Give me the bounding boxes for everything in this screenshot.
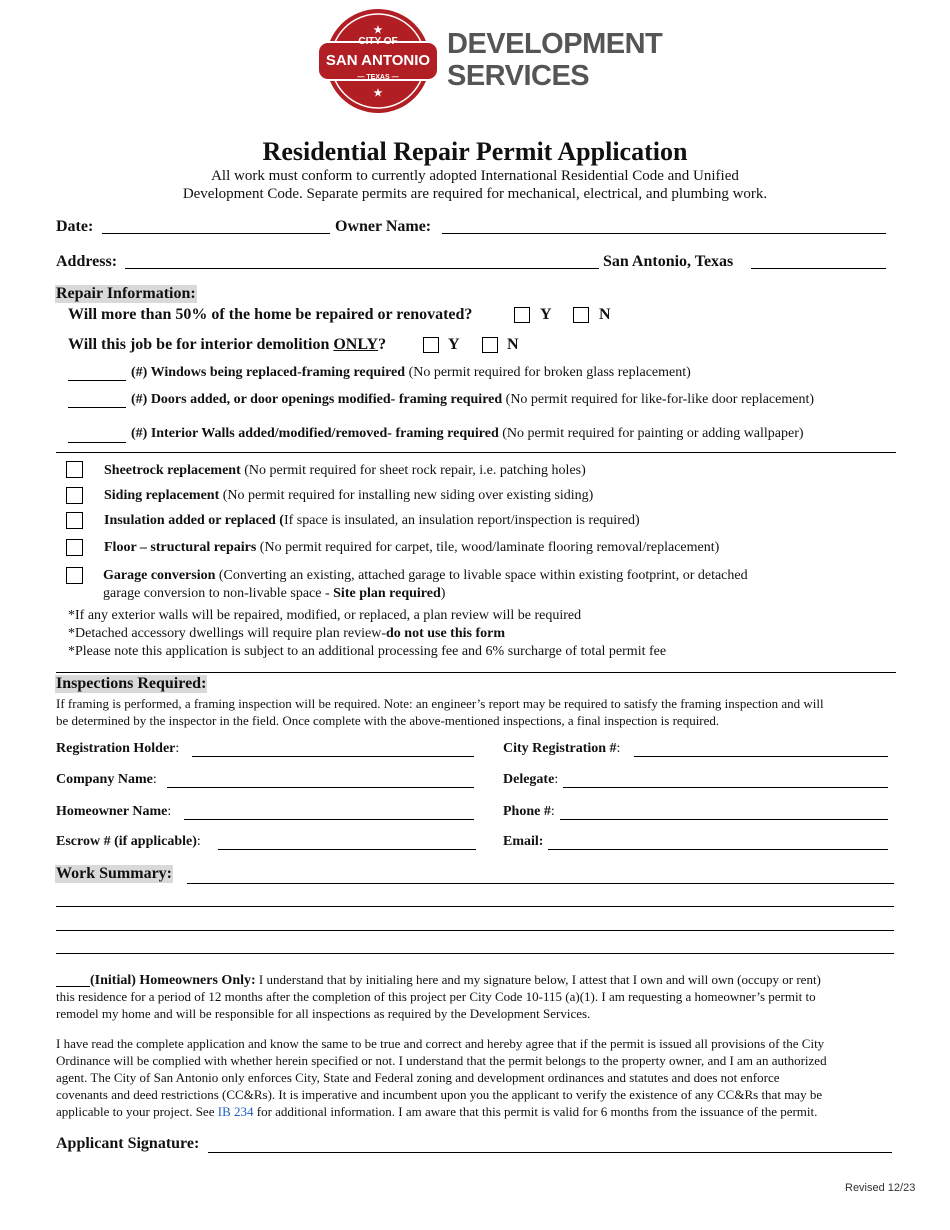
colon: : bbox=[196, 834, 201, 849]
city-state-label: San Antonio, Texas bbox=[603, 253, 734, 270]
q1-yes-label: Y bbox=[540, 306, 552, 323]
note-detached-dwellings bbox=[68, 626, 505, 642]
q1-no-label: N bbox=[599, 306, 611, 323]
garage-site-plan: Site plan required bbox=[333, 586, 441, 601]
colon: : bbox=[554, 772, 559, 787]
insulation-note: If space is insulated, an insulation report/inspection is required) bbox=[283, 513, 640, 528]
zip-field[interactable] bbox=[751, 252, 886, 269]
registration-holder-text: Registration Holder bbox=[56, 741, 176, 756]
doors-label: (#) Doors added, or door openings modified- framing required bbox=[131, 392, 503, 407]
email-label: Email: bbox=[503, 834, 544, 849]
repair-info-heading: Repair Information: bbox=[56, 285, 196, 302]
work-summary-line-4[interactable] bbox=[56, 938, 894, 954]
inspections-heading: Inspections Required: bbox=[56, 675, 207, 692]
agreement-line-4: covenants and deed restrictions (CC&Rs). It is imperative and incumbent upon you the applicant to verify the existence of any CC&Rs that may be bbox=[56, 1087, 823, 1102]
question-interior-demolition bbox=[68, 336, 386, 354]
registration-holder-field[interactable] bbox=[192, 741, 474, 757]
homeowner-text-1 bbox=[90, 971, 821, 989]
q2-yes-label: Y bbox=[448, 336, 460, 353]
agreement-line-1: I have read the complete application and know the same to be true and correct and hereby agree that if the permit is issued all provisions of the City bbox=[56, 1036, 825, 1051]
garage-label: Garage conversion bbox=[103, 568, 216, 583]
garage-item bbox=[103, 568, 748, 584]
q2-yes-checkbox[interactable] bbox=[423, 337, 439, 353]
doors-count-field[interactable] bbox=[68, 391, 126, 408]
sheetrock-checkbox[interactable] bbox=[66, 461, 83, 478]
work-summary-line-1[interactable] bbox=[187, 868, 894, 884]
garage-note-2: garage conversion to non-livable space - bbox=[103, 586, 334, 601]
q2-text: Will this job be for interior demolition bbox=[68, 336, 330, 353]
sheetrock-label: Sheetrock replacement bbox=[104, 463, 241, 478]
company-name-text: Company Name bbox=[56, 772, 153, 787]
homeowner-name-text: Homeowner Name bbox=[56, 804, 168, 819]
brand-services: SERVICES bbox=[447, 60, 590, 92]
floor-label: Floor – structural repairs bbox=[104, 540, 257, 555]
seal-star-bottom: ★ bbox=[373, 88, 383, 99]
city-registration-field[interactable] bbox=[634, 741, 888, 757]
floor-checkbox[interactable] bbox=[66, 539, 83, 556]
insulation-checkbox[interactable] bbox=[66, 512, 83, 529]
seal-text-san-antonio: SAN ANTONIO bbox=[325, 52, 431, 69]
windows-label: (#) Windows being replaced-framing required bbox=[131, 365, 406, 380]
agreement-line-5-pre: applicable to your project. See bbox=[56, 1104, 218, 1119]
seal-text-texas: — TEXAS — bbox=[357, 74, 399, 81]
insulation-item bbox=[104, 513, 640, 529]
sheetrock-note: (No permit required for sheet rock repair, i.e. patching holes) bbox=[244, 463, 586, 478]
colon: : bbox=[550, 804, 555, 819]
phone-label bbox=[503, 804, 555, 820]
question-50-percent: Will more than 50% of the home be repaired or renovated? bbox=[68, 306, 473, 323]
siding-label: Siding replacement bbox=[104, 488, 220, 503]
colon: : bbox=[616, 741, 621, 756]
company-name-label bbox=[56, 772, 157, 788]
q2-only: ONLY bbox=[333, 336, 379, 353]
q1-no-checkbox[interactable] bbox=[573, 307, 589, 323]
homeowner-name-field[interactable] bbox=[184, 804, 474, 820]
note-exterior-walls: *If any exterior walls will be repaired, modified, or replaced, a plan review will be required bbox=[68, 608, 582, 623]
insulation-label: Insulation added or replaced ( bbox=[104, 513, 284, 528]
address-label: Address: bbox=[56, 253, 118, 270]
floor-item bbox=[104, 540, 719, 556]
delegate-text: Delegate bbox=[503, 772, 555, 787]
windows-note: (No permit required for broken glass replacement) bbox=[408, 365, 691, 380]
owner-name-field[interactable] bbox=[442, 217, 886, 234]
siding-checkbox[interactable] bbox=[66, 487, 83, 504]
colon: : bbox=[175, 741, 180, 756]
q2-no-checkbox[interactable] bbox=[482, 337, 498, 353]
homeowner-line-1: I understand that by initialing here and my signature below, I attest that I own and will own (occupy or rent) bbox=[255, 972, 821, 987]
q1-yes-checkbox[interactable] bbox=[514, 307, 530, 323]
intro-line-1: All work must conform to currently adopted International Residential Code and Unified bbox=[211, 168, 739, 184]
note-processing-fee: *Please note this application is subject to an additional processing fee and 6% surcharge of total permit fee bbox=[68, 644, 667, 659]
delegate-field[interactable] bbox=[563, 772, 888, 788]
homeowner-name-label bbox=[56, 804, 171, 820]
owner-name-label: Owner Name: bbox=[335, 218, 432, 235]
phone-field[interactable] bbox=[560, 804, 888, 820]
escrow-field[interactable] bbox=[218, 834, 476, 850]
escrow-text: Escrow # (if applicable) bbox=[56, 834, 197, 849]
applicant-signature-field[interactable] bbox=[208, 1136, 892, 1153]
agreement-line-5 bbox=[56, 1103, 817, 1120]
address-field[interactable] bbox=[125, 252, 599, 269]
siding-note: (No permit required for installing new siding over existing siding) bbox=[222, 488, 594, 503]
registration-holder-label bbox=[56, 741, 179, 757]
work-summary-line-2[interactable] bbox=[56, 891, 894, 907]
date-label: Date: bbox=[56, 218, 94, 235]
homeowner-initial-field[interactable] bbox=[56, 971, 90, 987]
garage-note-1: (Converting an existing, attached garage to livable space within existing footprint, or detached bbox=[218, 568, 748, 583]
inspections-text-2: be determined by the inspector in the field. Once complete with the above-mentioned inspections, a final inspection is required. bbox=[56, 713, 720, 728]
city-registration-text: City Registration # bbox=[503, 741, 617, 756]
siding-item bbox=[104, 488, 593, 504]
homeowner-text-3: remodel my home and will be responsible for all inspections as required by the Development Services. bbox=[56, 1006, 591, 1021]
work-summary-heading: Work Summary: bbox=[56, 865, 172, 882]
page-title: Residential Repair Permit Application bbox=[262, 137, 688, 166]
ib-234-link[interactable]: IB 234 bbox=[217, 1104, 254, 1119]
logo bbox=[316, 8, 663, 116]
email-field[interactable] bbox=[548, 834, 888, 850]
walls-note: (No permit required for painting or adding wallpaper) bbox=[502, 426, 804, 441]
doors-note: (No permit required for like-for-like door replacement) bbox=[505, 392, 815, 407]
delegate-label bbox=[503, 772, 558, 788]
walls-count-field[interactable] bbox=[68, 426, 126, 443]
seal-star-top: ★ bbox=[373, 25, 383, 36]
note2-text: *Detached accessory dwellings will require plan review- bbox=[68, 626, 386, 641]
revised-date: Revised 12/23 bbox=[845, 1182, 916, 1194]
garage-note-end: ) bbox=[440, 586, 446, 601]
note2-bold: do not use this form bbox=[386, 626, 506, 641]
agreement-line-5-post: for additional information. I am aware that this permit is valid for 6 months from the issuance of the permit. bbox=[253, 1104, 818, 1119]
colon: : bbox=[167, 804, 172, 819]
intro-line-2: Development Code. Separate permits are required for mechanical, electrical, and plumbing work. bbox=[182, 186, 768, 202]
colon: : bbox=[152, 772, 157, 787]
walls-label: (#) Interior Walls added/modified/removed- framing required bbox=[131, 426, 499, 441]
inspections-text-1: If framing is performed, a framing inspection will be required. Note: an engineer’s report may be required to satisfy the framing inspection and will bbox=[56, 696, 824, 711]
work-summary-line-3[interactable] bbox=[56, 915, 894, 931]
seal-text-city-of: CITY OF bbox=[358, 36, 398, 47]
agreement-line-3: agent. The City of San Antonio only enforces City, State and Federal zoning and development ordinances and statutes and does not enforce bbox=[56, 1070, 780, 1085]
q2-no-label: N bbox=[507, 336, 519, 353]
company-name-field[interactable] bbox=[167, 772, 474, 788]
brand-development: DEVELOPMENT bbox=[447, 28, 663, 60]
doors-item bbox=[131, 392, 814, 408]
garage-checkbox[interactable] bbox=[66, 567, 83, 584]
windows-item bbox=[131, 365, 691, 381]
phone-text: Phone # bbox=[503, 804, 551, 819]
homeowner-text-2: this residence for a period of 12 months after the completion of this project per City Code 10-115 (a)(1). I am requesting a homeowner’s permit to bbox=[56, 989, 816, 1004]
date-field[interactable] bbox=[102, 217, 330, 234]
sheetrock-item bbox=[104, 463, 586, 479]
q2-end: ? bbox=[378, 336, 387, 353]
floor-note: (No permit required for carpet, tile, wood/laminate flooring removal/replacement) bbox=[259, 540, 720, 555]
agreement-line-2: Ordinance will be complied with whether herein specified or not. I understand that the permit belongs to the property owner, and I am an authorized bbox=[56, 1053, 827, 1068]
city-registration-label bbox=[503, 741, 620, 757]
homeowner-bold: (Initial) Homeowners Only: bbox=[90, 973, 256, 988]
applicant-signature-label: Applicant Signature: bbox=[56, 1135, 200, 1152]
section-divider bbox=[56, 452, 896, 453]
escrow-label bbox=[56, 834, 201, 850]
windows-count-field[interactable] bbox=[68, 364, 126, 381]
section-divider-2 bbox=[56, 672, 896, 673]
walls-item bbox=[131, 426, 804, 442]
garage-item-line-2 bbox=[103, 586, 445, 602]
